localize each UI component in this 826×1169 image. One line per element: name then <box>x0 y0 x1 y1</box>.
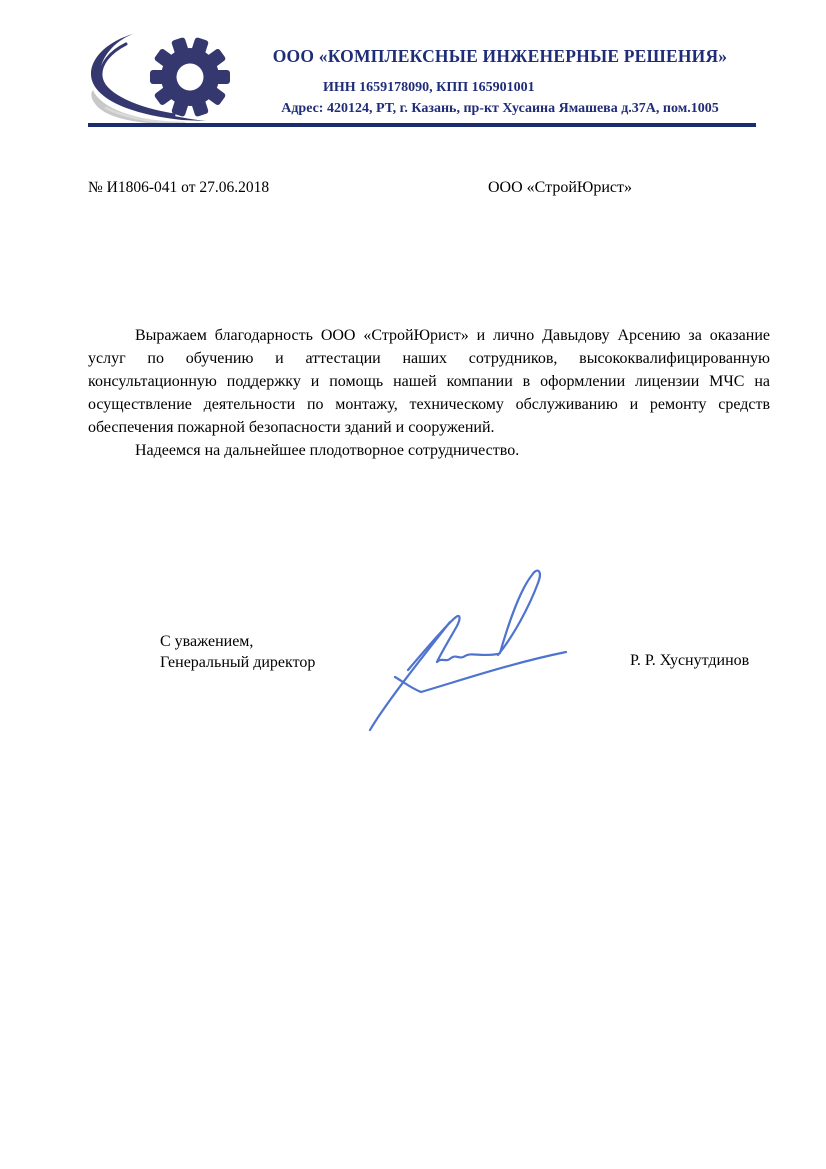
company-logo <box>86 30 236 126</box>
company-inn-kpp: ИНН 1659178090, КПП 165901001 <box>323 80 535 95</box>
company-address: Адрес: 420124, РТ, г. Казань, пр-кт Хусаина Ямашева д.37А, пом.1005 <box>281 101 719 116</box>
signature-ink <box>350 553 580 735</box>
closing-block <box>160 631 315 673</box>
signer-title: Генеральный директор <box>160 654 316 671</box>
header-divider <box>88 123 756 127</box>
closing-salutation: С уважением, <box>160 633 254 650</box>
body-paragraph-1: Выражаем благодарность ООО «СтройЮрист» и лично Давыдову Арсению за оказание услуг по обучению и аттестации наших сотрудников, высококвалифицированную консультационную поддержку и помощь нашей компании в оформлении лицензии МЧС на осуществление деятельности по монтажу, техническому обслуживанию и ремонту средств обеспечения пожарной безопасности зданий и сооружений. <box>88 327 770 436</box>
letter-body <box>88 324 770 462</box>
handwritten-signature-icon <box>350 553 580 735</box>
recipient-name: ООО «СтройЮрист» <box>488 179 632 196</box>
gear-swoosh-logo-icon <box>86 30 236 126</box>
reference-number: № И1806-041 от 27.06.2018 <box>88 179 270 196</box>
signer-name: Р. Р. Хуснутдинов <box>630 652 750 669</box>
company-name: ООО «КОМПЛЕКСНЫЕ ИНЖЕНЕРНЫЕ РЕШЕНИЯ» <box>272 46 728 66</box>
body-paragraph-2: Надеемся на дальнейшее плодотворное сотрудничество. <box>135 442 520 459</box>
